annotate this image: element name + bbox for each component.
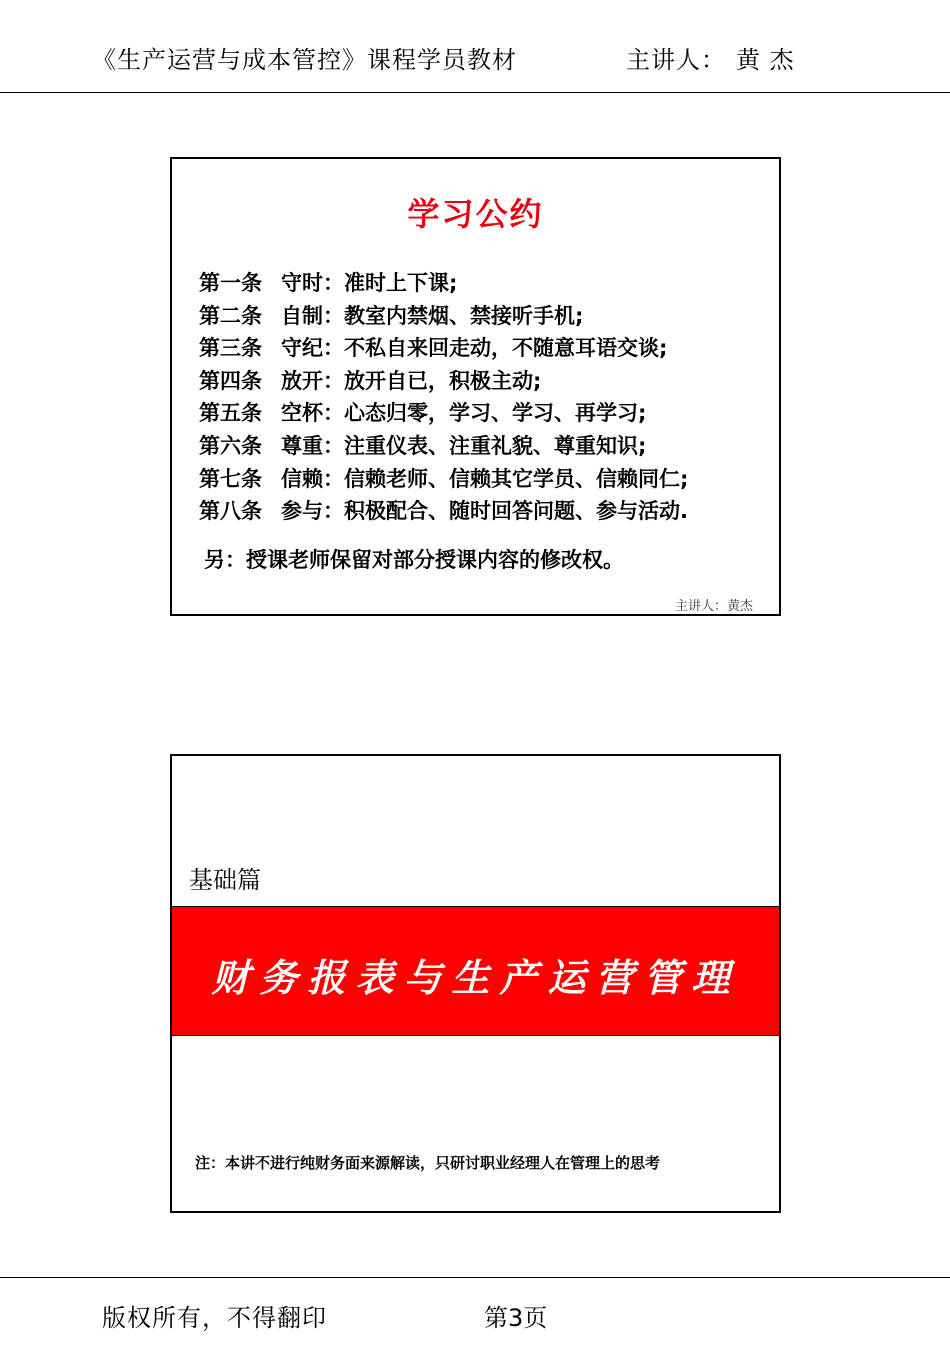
slide-basics-section [170, 754, 781, 1213]
rule-number: 第四条 [199, 368, 262, 393]
rule-text: 守纪：不私自来回走动，不随意耳语交谈; [281, 336, 668, 361]
rule-text: 参与：积极配合、随时回答问题、参与活动. [281, 499, 688, 524]
slide-note: 注：本讲不进行纯财务面来源解读，只研讨职业经理人在管理上的思考 [195, 1154, 661, 1172]
rule-number: 第七条 [199, 466, 262, 491]
rule-item [199, 332, 688, 365]
header-course-title: 《生产运营与成本管控》课程学员教材 [92, 46, 517, 74]
slide-learning-pact [170, 157, 781, 616]
slide-note: 另：授课老师保留对部分授课内容的修改权。 [204, 548, 624, 572]
rule-number: 第六条 [199, 433, 262, 458]
copyright-notice: 版权所有，不得翻印 [102, 1304, 327, 1332]
rule-number: 第三条 [199, 336, 262, 361]
rule-number: 第一条 [199, 271, 262, 295]
page-number: 第3页 [484, 1304, 548, 1332]
rule-text: 守时：准时上下课; [281, 271, 458, 295]
header-presenter-name: 黄 杰 [736, 46, 795, 74]
page-header [0, 0, 950, 93]
rule-item [199, 495, 688, 528]
rule-item [199, 430, 688, 463]
banner-title: 财务报表与生产运营管理 [211, 955, 740, 1000]
header-presenter-label: 主讲人： [626, 46, 726, 74]
rule-item [199, 365, 688, 398]
rule-number: 第八条 [199, 499, 262, 524]
rule-text: 空杯：心态归零，学习、学习、再学习; [281, 401, 647, 426]
section-label: 基础篇 [189, 866, 261, 894]
page-footer [0, 1277, 950, 1371]
rule-item [199, 300, 688, 333]
rule-item [199, 397, 688, 430]
rules-list [199, 267, 688, 528]
rule-number: 第二条 [199, 303, 262, 328]
rule-item [199, 267, 688, 300]
title-banner [172, 906, 779, 1036]
rule-text: 尊重：注重仪表、注重礼貌、尊重知识; [281, 433, 647, 458]
rule-number: 第五条 [199, 401, 262, 426]
slide-title: 学习公约 [407, 195, 544, 233]
rule-text: 放开：放开自已，积极主动; [281, 368, 542, 393]
rule-text: 信赖：信赖老师、信赖其它学员、信赖同仁; [281, 466, 689, 491]
rule-item [199, 463, 688, 496]
slide-presenter-footer: 主讲人：黄杰 [674, 599, 753, 614]
rule-text: 自制：教室内禁烟、禁接听手机; [281, 303, 584, 328]
